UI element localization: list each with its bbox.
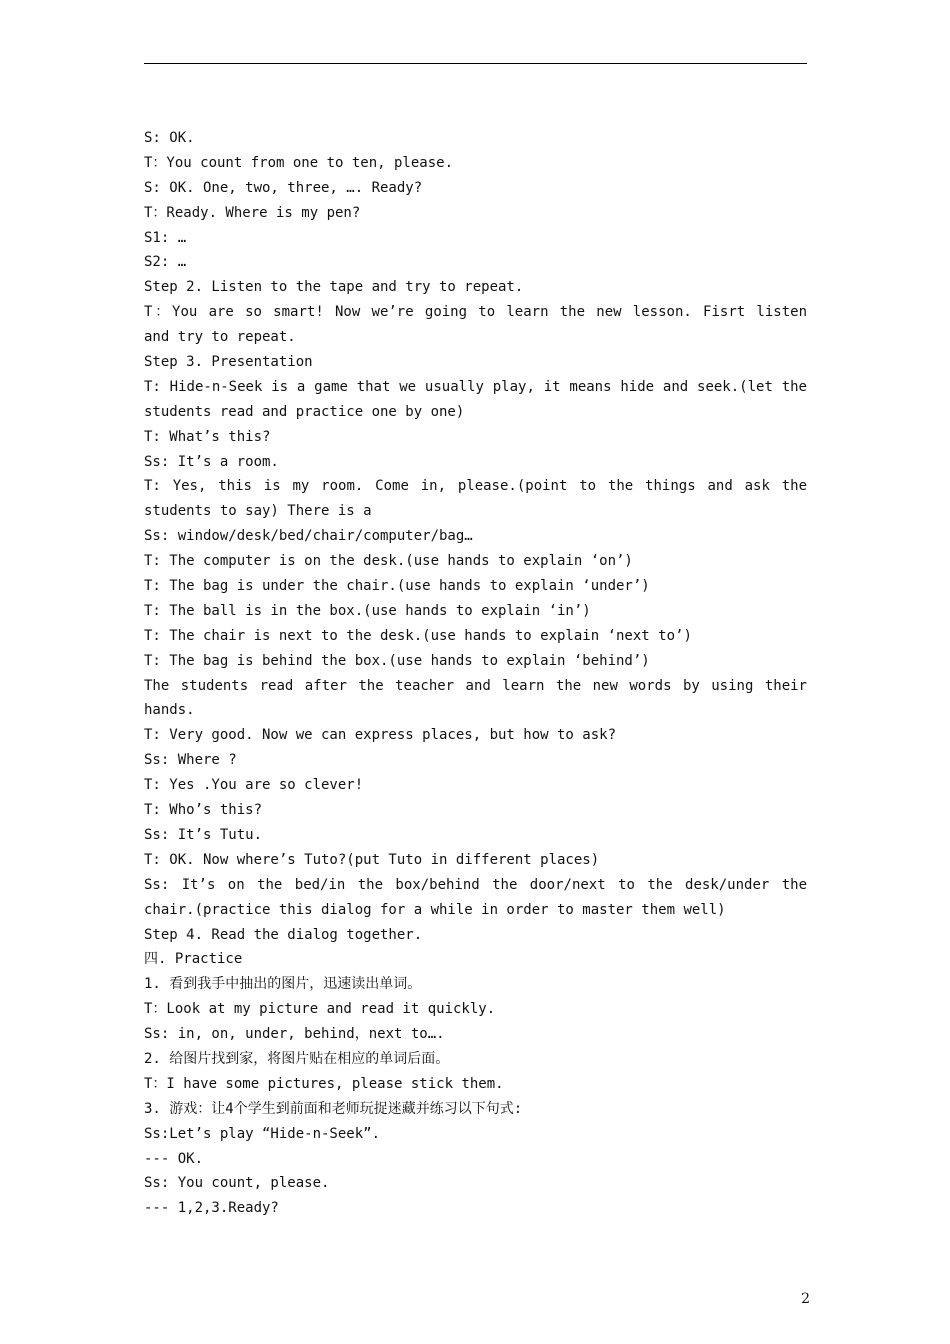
text-line: students read and practice one by one) bbox=[144, 403, 465, 420]
text-line: S: OK. bbox=[144, 130, 195, 146]
text-line: T: The computer is on the desk.(use hands to explain ‘on’) bbox=[144, 553, 633, 570]
text-line: S1: … bbox=[144, 229, 187, 246]
text-line: S2: … bbox=[144, 254, 187, 271]
text-line: 3. 游戏：让4个学生到前面和老师玩捉迷藏并练习以下句式: bbox=[144, 1100, 523, 1117]
text-line: hands. bbox=[144, 702, 195, 719]
text-line: T: Very good. Now we can express places, but how to ask? bbox=[144, 727, 617, 744]
text-line: T：You count from one to ten, please. bbox=[144, 154, 454, 171]
text-line: T: Yes .You are so clever! bbox=[144, 777, 364, 794]
text-line: Ss: It’s Tutu. bbox=[144, 826, 263, 843]
text-line: 2. 给图片找到家，将图片贴在相应的单词后面。 bbox=[144, 1050, 450, 1067]
text-line: Ss: It’s a room. bbox=[144, 453, 279, 470]
text-line: T: Who’s this? bbox=[144, 802, 263, 819]
text-line: chair.(practice this dialog for a while in order to master them well) bbox=[144, 901, 726, 918]
text-line: --- OK. bbox=[144, 1150, 204, 1167]
text-line: S: OK. One, two, three, …. Ready? bbox=[144, 179, 423, 196]
text-line: Ss: It’s on the bed/in the box/behind the door/next to the desk/under the bbox=[144, 876, 807, 893]
text-line: T: Yes, this is my room. Come in, please.(point to the things and ask the bbox=[144, 478, 807, 495]
text-line: Ss: in, on, under, behind，next to…. bbox=[144, 1026, 445, 1043]
text-line: students to say) There is a bbox=[144, 503, 372, 520]
text-line: Ss: Where ? bbox=[144, 752, 237, 769]
text-line: Ss:Let’s play “Hide-n-Seek”. bbox=[144, 1125, 381, 1142]
document-body bbox=[144, 126, 807, 1221]
page-number: 2 bbox=[801, 1291, 810, 1307]
text-line: T: The chair is next to the desk.(use hands to explain ‘next to’) bbox=[144, 627, 692, 644]
text-line: Step 4. Read the dialog together. bbox=[144, 926, 423, 943]
text-line: T: Hide-n-Seek is a game that we usually play, it means hide and seek.(let the bbox=[144, 378, 807, 395]
text-line: 四. Practice bbox=[144, 951, 243, 968]
text-line: T：You are so smart! Now we’re going to learn the new lesson. Fisrt listen bbox=[144, 304, 807, 321]
text-line: T: What’s this? bbox=[144, 428, 271, 445]
text-line: T: The bag is behind the box.(use hands to explain ‘behind’) bbox=[144, 652, 650, 669]
text-line: The students read after the teacher and learn the new words by using their bbox=[144, 677, 807, 694]
text-line: 1. 看到我手中抽出的图片，迅速读出单词。 bbox=[144, 976, 422, 993]
text-line: Ss: window/desk/bed/chair/computer/bag… bbox=[144, 528, 473, 545]
text-line: --- 1,2,3.Ready? bbox=[144, 1200, 279, 1217]
text-line: T: The ball is in the box.(use hands to explain ‘in’) bbox=[144, 602, 591, 619]
text-line: T: OK. Now where’s Tuto?(put Tuto in different places) bbox=[144, 851, 600, 868]
text-line: T: The bag is under the chair.(use hands to explain ‘under’) bbox=[144, 578, 650, 595]
text-line: Step 2. Listen to the tape and try to repeat. bbox=[144, 279, 524, 296]
text-line: Step 3. Presentation bbox=[144, 354, 313, 371]
text-line: T：Look at my picture and read it quickly. bbox=[144, 1001, 496, 1018]
text-line: T：Ready. Where is my pen? bbox=[144, 204, 361, 221]
text-line: and try to repeat. bbox=[144, 329, 296, 346]
header-rule bbox=[144, 63, 807, 64]
text-line: T：I have some pictures, please stick them. bbox=[144, 1075, 504, 1092]
text-line: Ss: You count, please. bbox=[144, 1175, 330, 1192]
